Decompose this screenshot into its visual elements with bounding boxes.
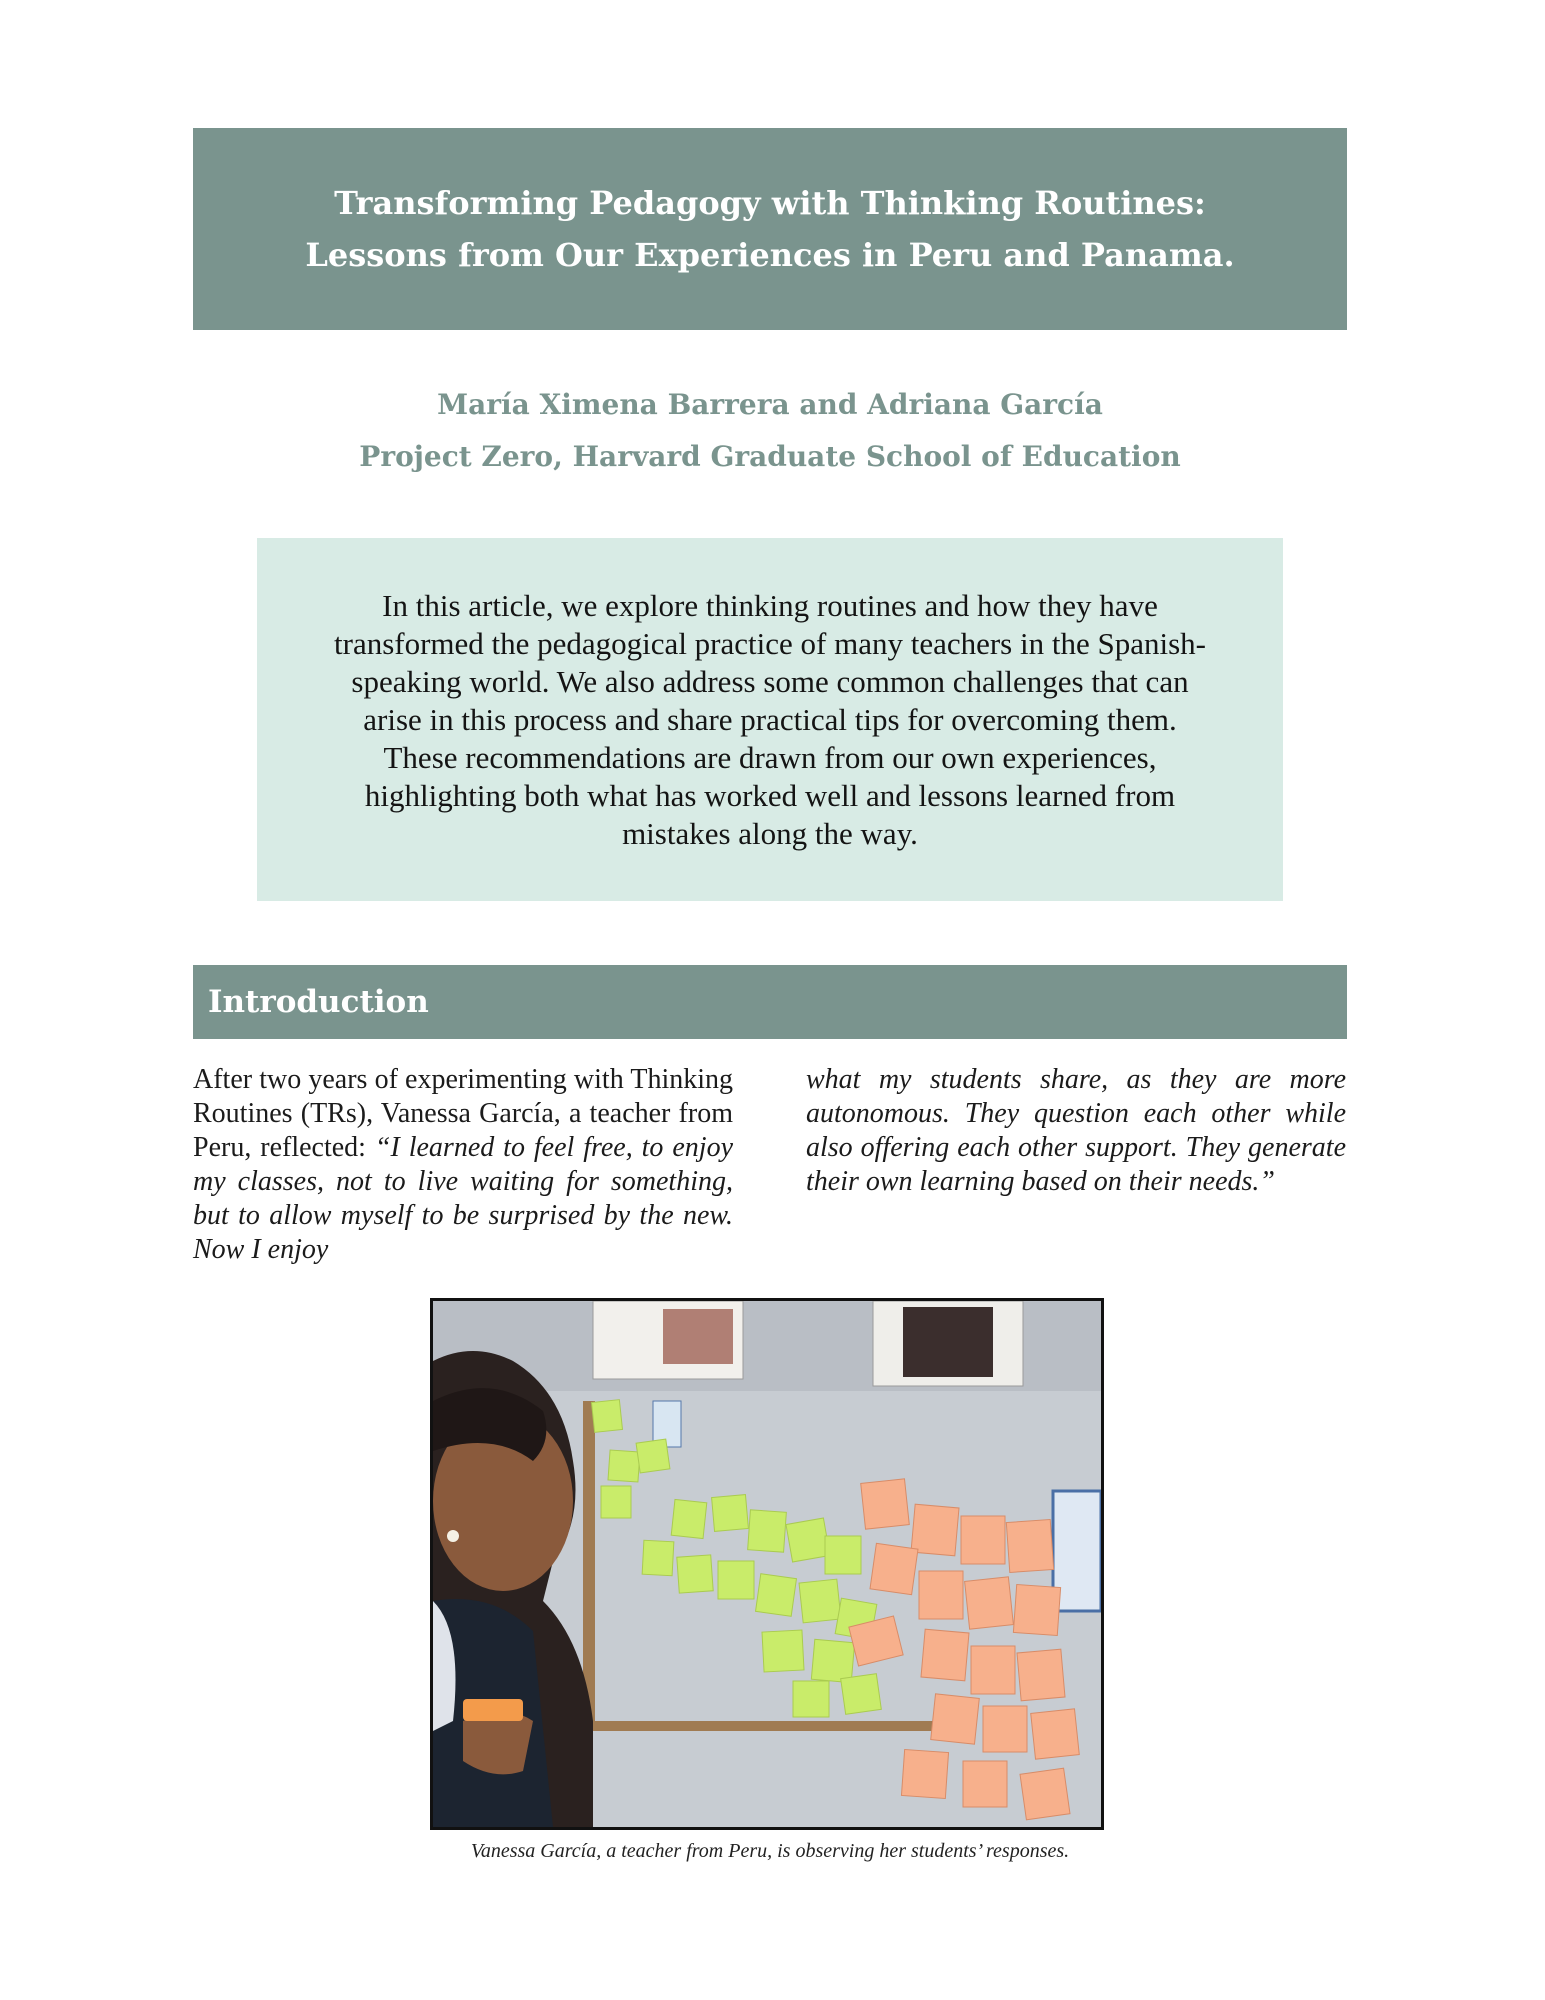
classroom-photo <box>430 1298 1104 1830</box>
classroom-photo-illustration <box>433 1301 1101 1827</box>
abstract-box <box>257 538 1283 901</box>
affiliation: Project Zero, Harvard Graduate School of Education <box>359 440 1181 473</box>
body-column-left <box>193 1063 733 1267</box>
section-header-introduction <box>193 965 1347 1039</box>
intro-quote-part-2: what my students share, as they are more autonomous. They question each other while also offering each other support. They generate their own learning based on their needs.” <box>806 1064 1346 1197</box>
section-heading: Introduction <box>208 984 429 1020</box>
title-line-2: Lessons from Our Experiences in Peru and Panama. <box>305 236 1235 274</box>
title-line-1: Transforming Pedagogy with Thinking Routines: <box>334 184 1206 222</box>
figure-caption: Vanessa García, a teacher from Peru, is observing her students’ responses. <box>470 1840 1070 1862</box>
intro-text-plain: After two years of experimenting with Thinking Routines (TRs), Vanessa García, a teacher from Peru, reflected: <box>193 1064 733 1163</box>
body-column-right <box>806 1063 1346 1199</box>
title-banner <box>193 128 1347 330</box>
abstract-text: In this article, we explore thinking routines and how they have transformed the pedagogical practice of many teachers in the Spanish-speaking world. We also address some common challenges that can arise in this process and share practical tips for overcoming them. These recommendations are drawn from our own experiences, highlighting both what has worked well and lessons learned from mistakes along the way. <box>334 587 1206 851</box>
authors: María Ximena Barrera and Adriana García <box>437 388 1103 421</box>
intro-quote-part-1: “I learned to feel free, to enjoy my classes, not to live waiting for something, but to allow myself to be surprised by the new. Now I enjoy <box>193 1132 733 1265</box>
